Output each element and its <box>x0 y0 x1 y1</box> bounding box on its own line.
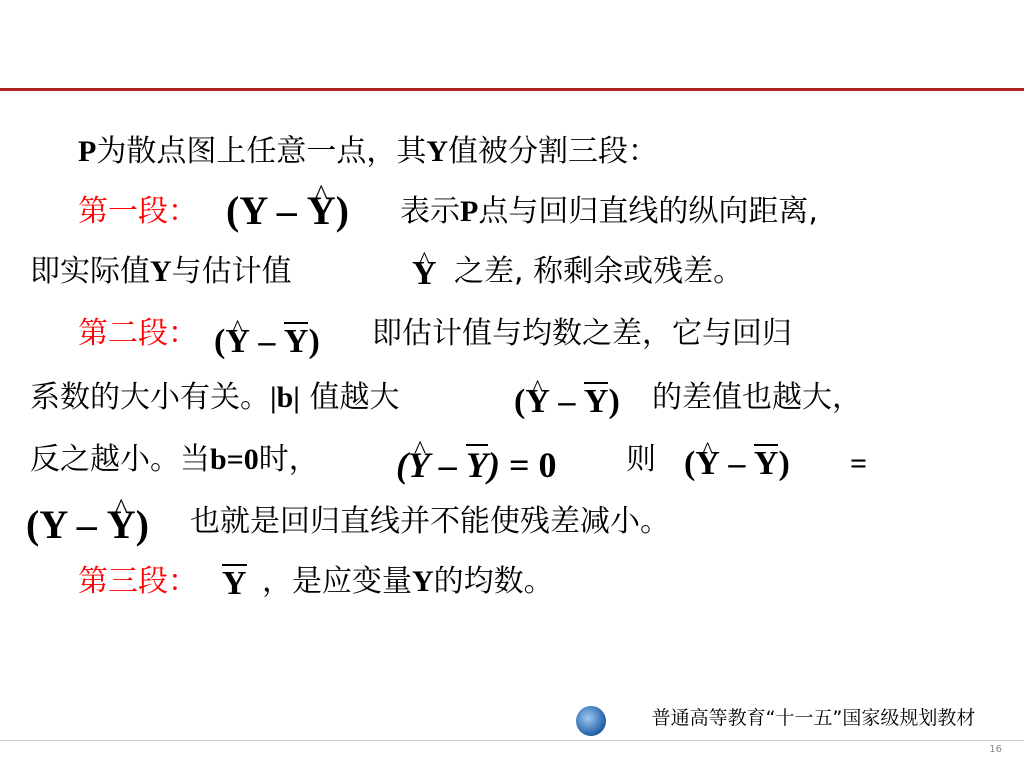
line-coefficient-a: 系数的大小有关。|b| 值越大 <box>30 380 400 415</box>
footer-series-title: 普通高等教育“十一五”国家级规划教材 <box>651 707 976 729</box>
segment-2-label: 第二段： <box>78 316 198 351</box>
equals-sign: = <box>850 447 868 480</box>
segment-3-label: 第三段： <box>78 564 198 599</box>
segment-1-description: 表示P点与回归直线的纵向距离, <box>400 194 818 229</box>
formula-yhat-minus-ybar-1: (^ Y – Y) <box>214 320 320 364</box>
formula-y-minus-yhat-2: (Y – ^ Y) <box>26 500 149 550</box>
line-residual-not-reduced: 也就是回归直线并不能使残差减小。 <box>190 504 670 539</box>
line-residual-a: 即实际值Y与估计值 <box>30 254 292 289</box>
formula-yhat: ^ Y <box>412 252 437 296</box>
header-rule <box>0 88 1024 91</box>
line-intro: P为散点图上任意一点，其Y值被分割三段： <box>78 134 658 169</box>
formula-yhat-minus-ybar-3: (^ Y – Y) <box>684 442 790 486</box>
textbook-globe-logo-icon <box>576 706 606 736</box>
footer-rule <box>0 740 1024 741</box>
formula-y-minus-yhat: (Y – ^ Y) <box>226 186 349 236</box>
formula-equals-zero: (^ Y – Y) = 0 <box>396 442 557 488</box>
segment-3-description: ，是应变量Y的均数。 <box>262 564 554 599</box>
segment-2-description: 即估计值与均数之差，它与回归 <box>372 316 792 351</box>
segment-1-label: 第一段： <box>78 194 198 229</box>
formula-ybar: Y <box>222 565 247 602</box>
point-p: P <box>78 135 97 168</box>
line-coefficient-b: 的差值也越大， <box>652 380 862 415</box>
then-word: 则 <box>626 442 656 477</box>
page-number: 16 <box>989 744 1002 755</box>
formula-yhat-minus-ybar-2: (^ Y – Y) <box>514 380 620 424</box>
line-b-zero: 反之越小。当b=0时， <box>30 442 319 477</box>
line-residual-b: 之差, 称剩余或残差。 <box>454 254 744 289</box>
